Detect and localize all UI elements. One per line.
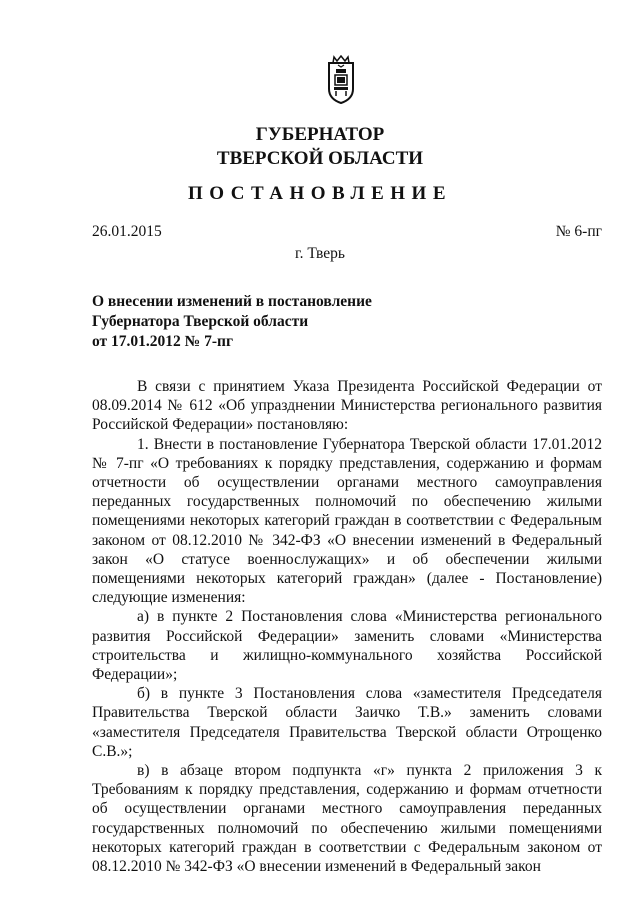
subject-line-2: Губернатора Тверской области <box>92 313 309 330</box>
item-b-paragraph: б) в пункте 3 Постановления слова «заместителя Председателя Правительства Тверской области Заичко Т.В.» заменить словами «заместителя Председателя Правительства Тверской области Отрощенко С.В.»; <box>92 685 602 760</box>
preamble-paragraph: В связи с принятием Указа Президента Российской Федерации от 08.09.2014 № 612 «Об упразднении Министерства регионального развития Российской Федерации» постановляю: <box>92 378 602 434</box>
document-date: 26.01.2015 <box>92 223 162 240</box>
subject-line-3: от 17.01.2012 № 7-пг <box>92 333 233 350</box>
item-1-paragraph: 1. Внести в постановление Губернатора Тверской области 17.01.2012 № 7-пг «О требованиях к порядку представления, содержанию и формам отчетности об осуществлении органами местного самоуправления переданных государственных полномочий по обеспечению жилыми помещениями некоторых категорий граждан в соответствии с Федеральным законом от 08.12.2010 № 342-ФЗ «О внесении изменений в Федеральный закон «О статусе военнослужащих» и об обеспечении жилыми помещениями некоторых категорий граждан» (далее - Постановление) следующие изменения: <box>92 435 602 607</box>
authority-line-1: ГУБЕРНАТОР <box>255 124 385 145</box>
issuing-authority <box>0 123 640 171</box>
document-city: г. Тверь <box>295 245 345 262</box>
tver-coat-of-arms-icon <box>326 55 356 105</box>
document-number: № 6-пг <box>555 223 602 240</box>
authority-line-2: ТВЕРСКОЙ ОБЛАСТИ <box>216 148 424 169</box>
item-a-paragraph: а) в пункте 2 Постановления слова «Министерства регионального развития Российской Федерации» заменить словами «Министерства строительства и жилищно-коммунального хозяйства Российской Федерации»; <box>92 608 602 684</box>
document-body <box>92 377 602 876</box>
item-c-paragraph: в) в абзаце втором подпункта «г» пункта 2 приложения 3 к Требованиям к порядку представления, содержанию и формам отчетности об осуществлении органами местного самоуправления переданных государственных полномочий по обеспечению жилыми помещениями некоторых категорий граждан в соответствии с Федеральным законом от 08.12.2010 № 342-ФЗ «О внесении изменений в Федеральный закон <box>92 762 602 876</box>
subject-line-1: О внесении изменений в постановление <box>92 293 372 310</box>
document-subject <box>92 292 372 352</box>
document-type: ПОСТАНОВЛЕНИЕ <box>187 183 453 204</box>
